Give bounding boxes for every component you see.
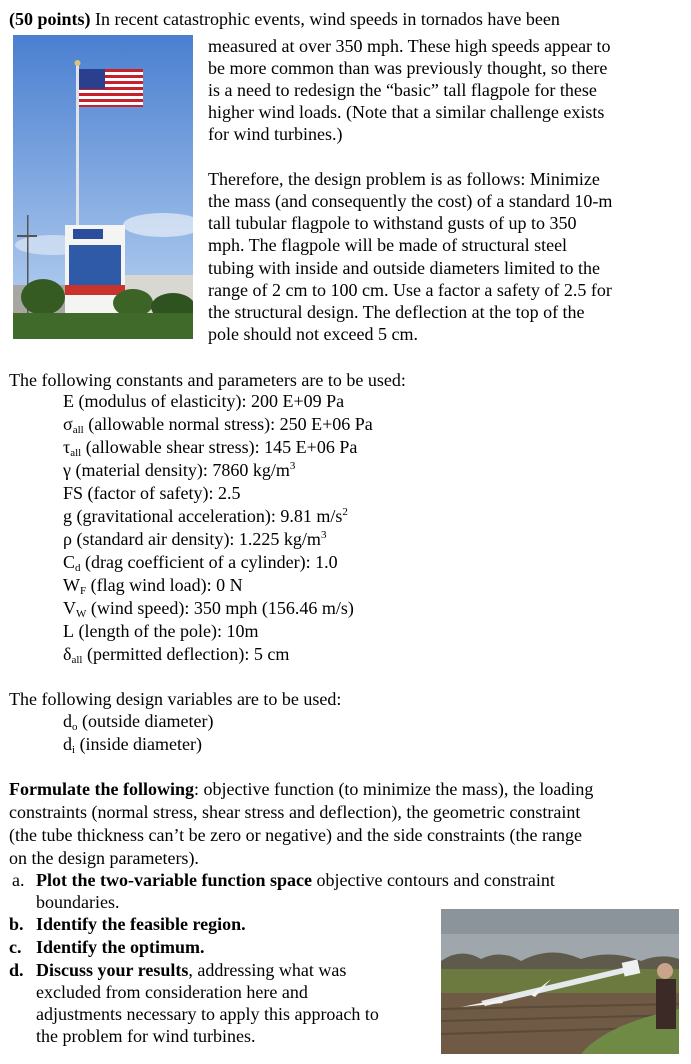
problem-line: mph. The flagpole will be made of structural steel <box>208 235 568 255</box>
collapsed-wind-turbine-photo <box>441 909 679 1054</box>
task-label: a. <box>12 870 25 890</box>
task-a: Plot the two-variable function space objective contours and constraint <box>36 870 555 890</box>
constant-item: ρ (standard air density): 1.225 $kg/m^3$ <box>63 529 327 549</box>
intro-line: In recent catastrophic events, wind speeds in tornados have been <box>90 9 560 29</box>
variables-heading: The following design variables are to be used: <box>9 689 342 709</box>
problem-line: tall tubular flagpole to withstand gusts of up to 350 <box>208 213 577 233</box>
problem-line: pole should not exceed 5 cm. <box>208 324 418 344</box>
constant-item: L (length of the pole): 10m <box>63 621 259 641</box>
formulate-line: constraints (normal stress, shear stress and deflection), the geometric constraint <box>9 802 581 822</box>
formulate-line: on the design parameters). <box>9 848 199 868</box>
intro-line: measured at over 350 mph. These high speeds appear to <box>208 36 611 56</box>
formulate-line: Formulate the following: objective function (to minimize the mass), the loading <box>9 779 594 799</box>
constant-item: E (modulus of elasticity): 200 E+09 Pa <box>63 391 345 411</box>
task-a-cont: boundaries. <box>36 892 120 912</box>
intro-line: is a need to redesign the “basic” tall flagpole for these <box>208 80 597 100</box>
intro-line: higher wind loads. (Note that a similar challenge exists <box>208 102 605 122</box>
intro-line: be more common than was previously thought, so there <box>208 58 608 78</box>
task-d: Discuss your results, addressing what was <box>36 960 347 980</box>
constant-item: $\sigma_{all}$ (allowable normal stress): 250 E+06 Pa <box>63 414 373 436</box>
task-label: c. <box>9 937 22 957</box>
intro-line: for wind turbines.) <box>208 124 343 144</box>
task-b: Identify the feasible region. <box>36 914 246 934</box>
constant-item: FS (factor of safety): 2.5 <box>63 483 241 503</box>
constant-item: $W_F$ (flag wind load): 0 N <box>63 575 243 597</box>
task-label: d. <box>9 960 24 980</box>
task-c: Identify the optimum. <box>36 937 205 957</box>
constant-item: γ (material density): 7860 $kg/m^3$ <box>63 460 296 480</box>
formulate-bold: Formulate the following <box>9 779 194 799</box>
problem-line: the structural design. The deflection at the top of the <box>208 302 585 322</box>
flagpole-photo <box>13 35 193 339</box>
task-d-cont: the problem for wind turbines. <box>36 1026 256 1046</box>
problem-line: Therefore, the design problem is as follows: Minimize <box>208 169 600 189</box>
variable-item: $d_o$ (outside diameter) <box>63 711 214 733</box>
constant-item: $\delta_{all}$ (permitted deflection): 5 cm <box>63 644 290 666</box>
variable-item: $d_i$ (inside diameter) <box>63 734 203 756</box>
task-label: b. <box>9 914 24 934</box>
constant-item: g (gravitational acceleration): 9.81 $m/s^2$ <box>63 506 348 526</box>
intro-first-line <box>9 8 560 31</box>
constant-item: $V_W$ (wind speed): 350 mph (156.46 m/s) <box>63 598 354 620</box>
problem-line: tubing with inside and outside diameters limited to the <box>208 258 600 278</box>
constant-item: $\tau_{all}$ (allowable shear stress): 145 E+06 Pa <box>63 437 358 459</box>
constant-item: $C_d$ (drag coefficient of a cylinder): 1.0 <box>63 552 338 574</box>
task-d-cont: excluded from consideration here and <box>36 982 308 1002</box>
problem-line: the mass (and consequently the cost) of a standard 10-m <box>208 191 613 211</box>
points-label: (50 points) <box>9 9 91 29</box>
constants-heading: The following constants and parameters are to be used: <box>9 370 406 390</box>
formulate-line: (the tube thickness can’t be zero or negative) and the side constraints (the range <box>9 825 582 845</box>
task-d-cont: adjustments necessary to apply this approach to <box>36 1004 379 1024</box>
problem-line: range of 2 cm to 100 cm. Use a factor a safety of 2.5 for <box>208 280 612 300</box>
